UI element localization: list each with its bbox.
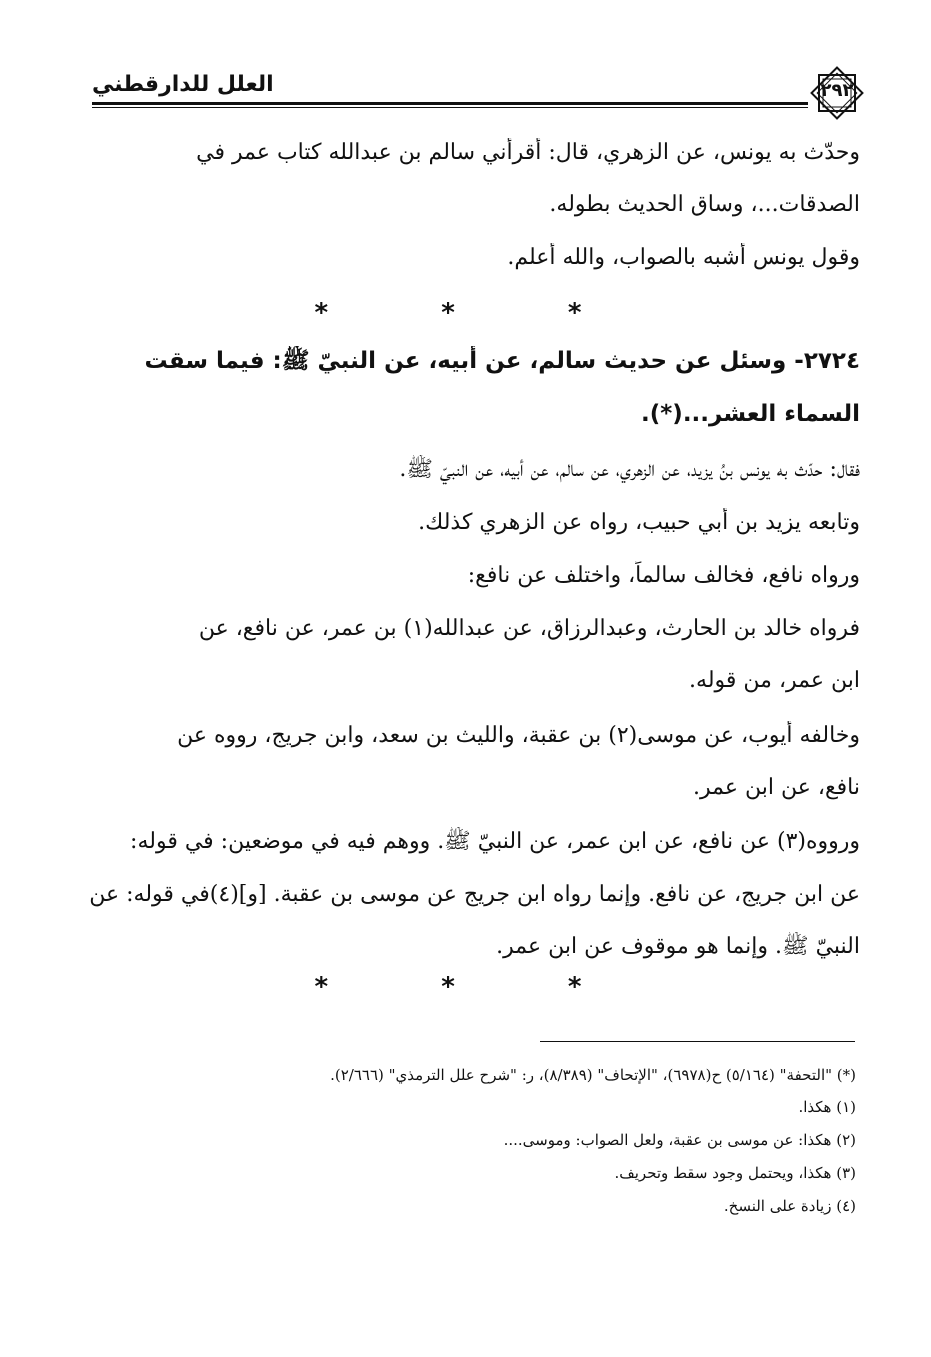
entry-heading-line-2: السماء العشر...(*). — [641, 401, 860, 427]
footnote-4: (٤) زيادة على النسخ. — [723, 1197, 856, 1215]
footnote-1: (١) هكذا. — [798, 1098, 856, 1116]
page-number: ٢٩٢ — [820, 80, 854, 101]
body-line-11: ورووه(٣) عن نافع، عن ابن عمر، عن النبيّ ﷺ. ووهم فيه في موضعين: في قوله: — [130, 829, 860, 854]
header-rule-thin — [92, 107, 808, 108]
body-line-9: وخالفه أيوب، عن موسى(٢) بن عقبة، والليث بن سعد، وابن جريج، رووه عن — [177, 723, 860, 748]
section-separator: * * * — [314, 298, 634, 328]
running-header-title: العلل للدارقطني — [92, 72, 274, 97]
entry-heading-line-1: ٢٧٢٤- وسئل عن حديث سالم، عن أبيه، عن النبيّ ﷺ: فيما سقت — [144, 348, 860, 374]
footnote-3: (٣) هكذا، ويحتمل وجود سقط وتحريف. — [614, 1164, 856, 1182]
body-line-6: ورواه نافع، فخالف سالماً، واختلف عن نافع: — [467, 563, 860, 588]
header-rule-thick — [92, 102, 808, 105]
body-line-8: ابن عمر، من قوله. — [689, 668, 860, 693]
body-line-3: وقول يونس أشبه بالصواب، والله أعلم. — [507, 245, 860, 270]
body-line-12: عن ابن جريج، عن نافع. وإنما رواه ابن جريج عن موسى بن عقبة. [و](٤)في قوله: عن — [89, 882, 860, 907]
section-separator: * * * — [314, 972, 634, 1002]
footnote-2: (٢) هكذا: عن موسى بن عقبة، ولعل الصواب: وموسى.... — [503, 1131, 856, 1149]
body-line-13: النبيّ ﷺ. وإنما هو موقوف عن ابن عمر. — [496, 934, 860, 959]
body-line-10: نافع، عن ابن عمر. — [693, 775, 860, 800]
body-line-2: الصدقات...، وساق الحديث بطوله. — [549, 192, 860, 217]
body-line-4: فقال: حدّث به يونس بنُ يزيد، عن الزهري، عن سالم، عن أبيه، عن النبيّ ﷺ. — [399, 457, 860, 482]
footnote-rule — [540, 1041, 855, 1042]
body-line-5: وتابعه يزيد بن أبي حبيب، رواه عن الزهري كذلك. — [418, 510, 860, 535]
body-line-7: فرواه خالد بن الحارث، وعبدالرزاق، عن عبدالله(١) بن عمر، عن نافع، عن — [198, 616, 860, 641]
footnote-star: (*) "التحفة" (٥/١٦٤) ح(٦٩٧٨)، "الإتحاف" (٨/٣٨٩)، ر: "شرح علل الترمذي" (٢/٦٦٦). — [330, 1066, 856, 1084]
page-number-badge — [808, 64, 866, 122]
body-line-1: وحدّث به يونس، عن الزهري، قال: أقرأني سالم بن عبدالله كتاب عمر في — [196, 140, 860, 165]
